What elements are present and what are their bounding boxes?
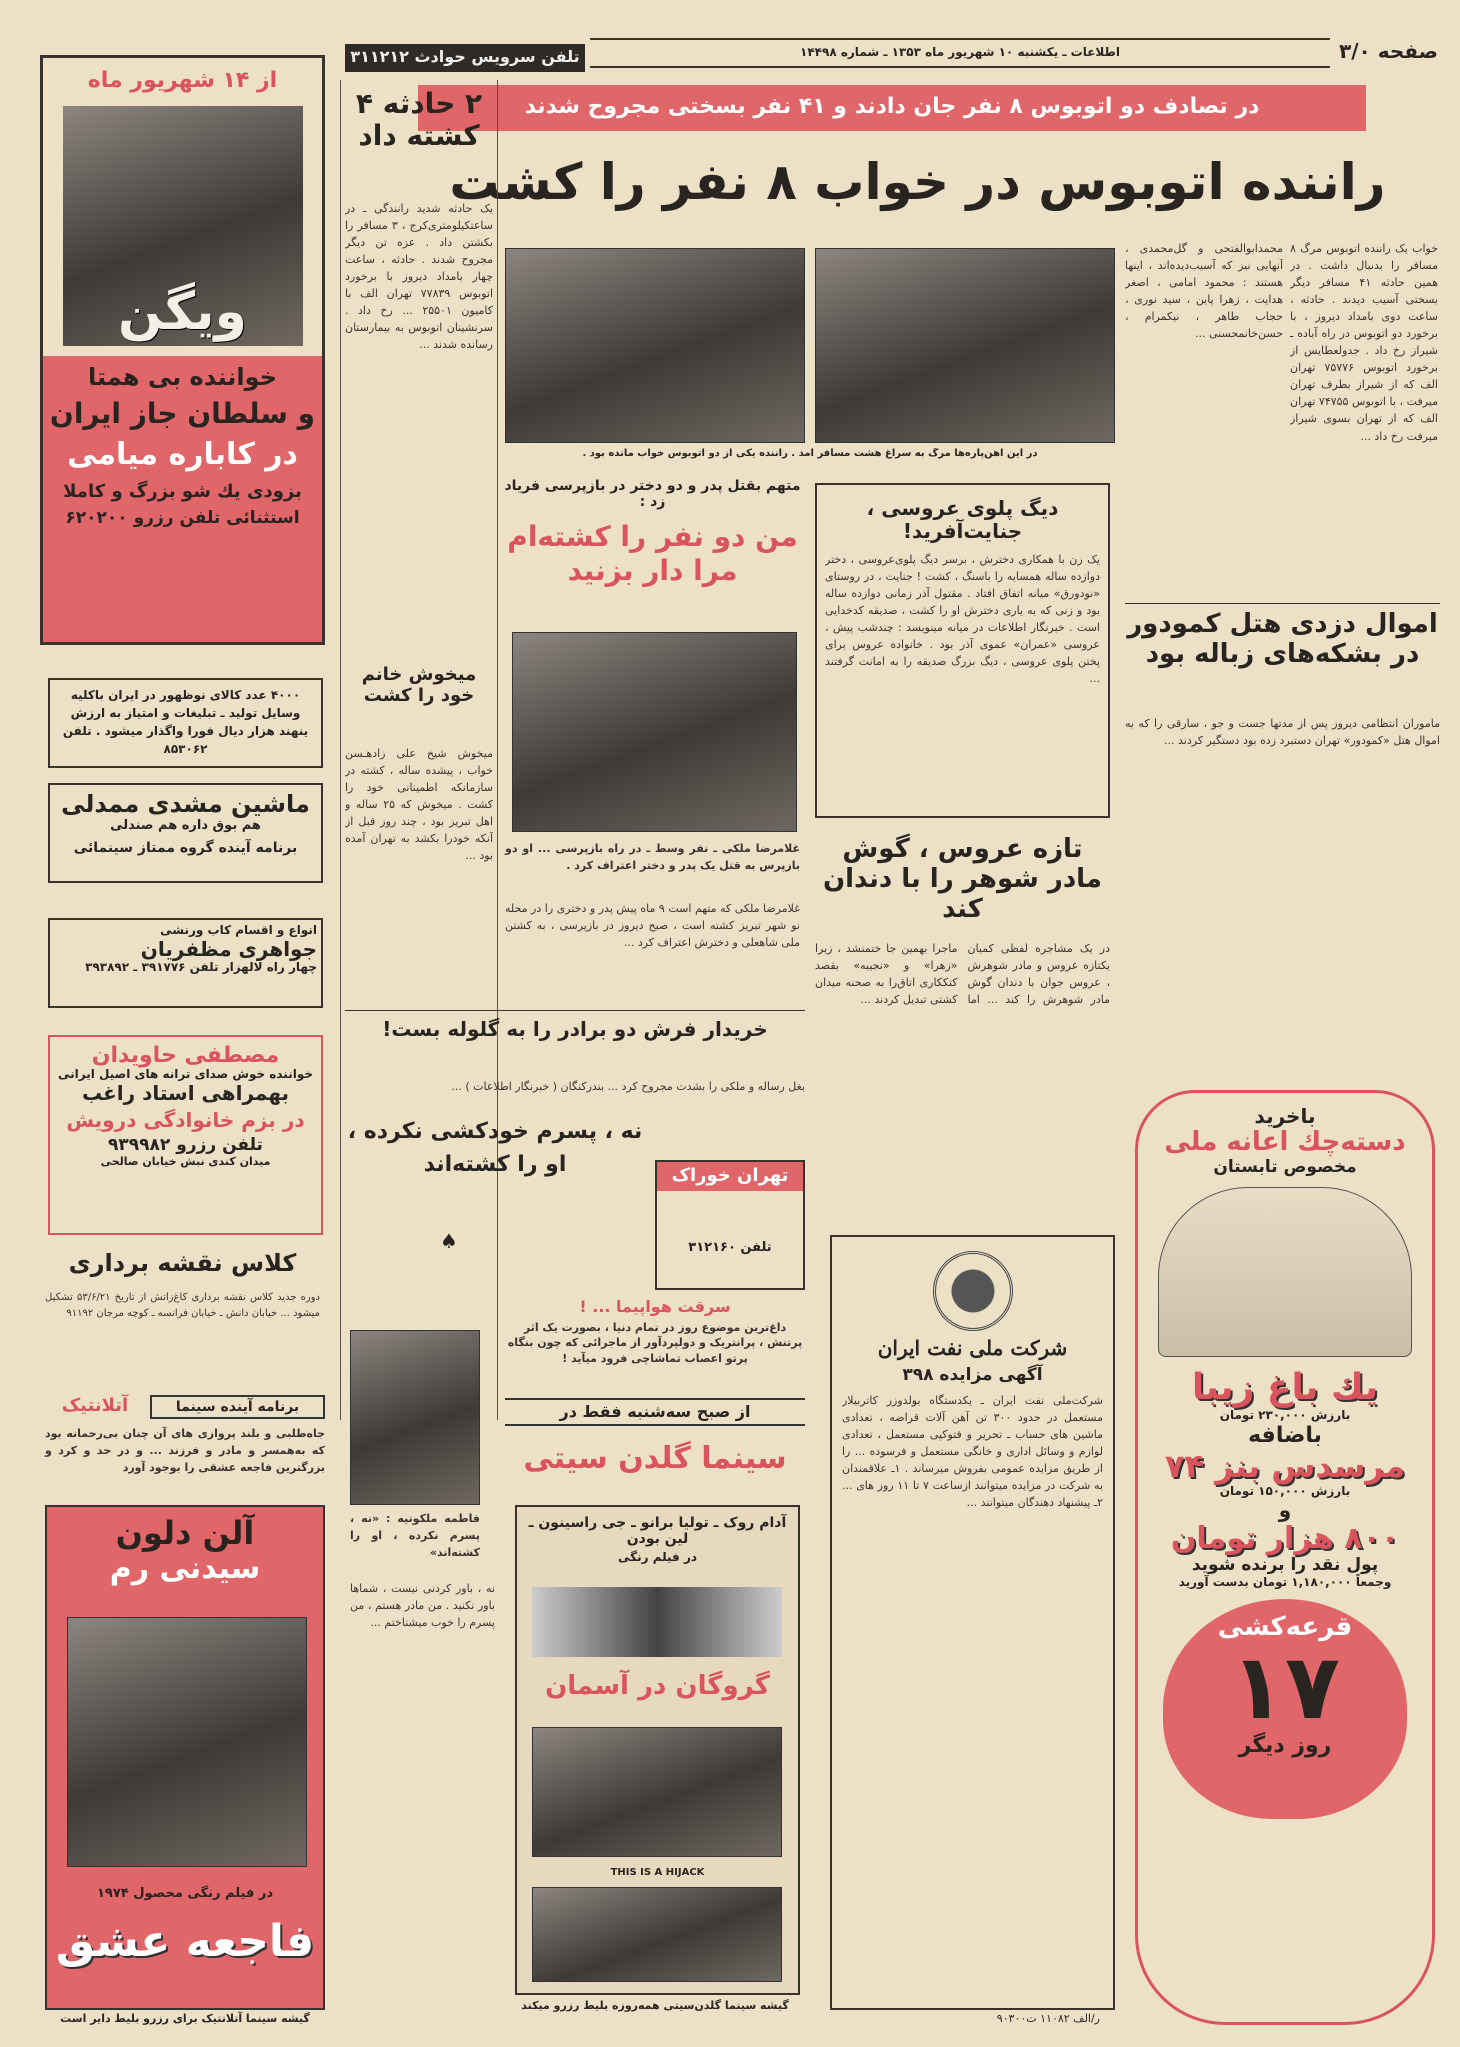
draw-days-label: روز دیگر	[1238, 1733, 1332, 1759]
dateline: اطلاعات ـ یکشنبه ۱۰ شهریور ماه ۱۳۵۳ ـ شماره ۱۴۴۹۸	[800, 45, 1120, 59]
hijack-schedule: از صبح سه‌شنبه فقط در	[505, 1398, 805, 1426]
hijack-movie-ad	[515, 1505, 800, 1995]
ad-4000-items: ۴۰۰۰ عدد کالای نوظهور در ایران باکلیه وسایل تولید ـ تبلیغات و امتیاز به ارزش ینهند هزار دیال فورا واگذار میشود . تلفن ۸۵۳۰۶۲	[48, 678, 323, 768]
lead-victims: محمدابوالفتحی و گل‌محمدی ، آنهایی نیز که آسیب‌دیده‌اند ، اینها هستند : محمود امامی ، اصغر هدایت ، زهرا پاین ، سید نوری ، حجاب طاهر ، نیکمرام ، حسن‌خانمحسنی ...	[1125, 242, 1283, 341]
javidan-ad	[48, 1035, 323, 1235]
mamdali-title: ماشین مشدی ممدلی	[61, 790, 310, 818]
lead-headline: راننده اتوبوس در خواب ۸ نفر را کشت	[449, 153, 1386, 211]
two-accidents-body: یک حادثه شدید رانندگی ـ در ساعتکیلومتری‌کرج ، ۳ مسافر را بکشتن داد . عزه تن دیگر مجروح شدند . حادثه ، ساعت چهار بامداد دیروز با برخورد اتوبوس ۷۷۸۳۹ تهران الف با کامیون ۲۵۵۰۱ ... رخ داد . سرنشینان اتوبوس به بیمارستان رسانده شدند ...	[345, 202, 493, 352]
javidan-line3: در بزم خانوادگی درویش	[66, 1108, 305, 1133]
pot-story-box	[815, 483, 1110, 818]
viggen-line5: استثنائی تلفن رزرو ۶۲۰۲۰۰	[65, 507, 300, 528]
food-ad-phone: تلفن ۳۱۲۱۶۰	[688, 1239, 772, 1255]
lead-body: خواب یک راننده اتوبوس مرگ ۸ مسافر را بدنبال داشت . در همین حادثه ۴۱ مسافر دیگر بسختی آسیب دیدند . حادثه ، ساعت دوی بامداد دیروز ، با برخورد دو اتوبوس در راه آباده ـ شیراز رخ داد . جدولعطایس از برخورد اتوبوس ۷۵۷۷۶ تهران الف که از شیراز بطرف تهران میرفت ، با اتوبوس ۷۴۷۵۵ تهران الف که از تهران بسوی شیراز میرفت رخ داد ...	[1290, 242, 1438, 443]
oil-ad-footer: ر/الف ۱۱۰۸۲ ت۹۰۳۰۰	[996, 2012, 1100, 2025]
draw-countdown	[1163, 1599, 1407, 1819]
oil-auction-title: آگهی مزایده ۳۹۸	[902, 1365, 1043, 1385]
mamdali-line2: برنامه آینده گروه ممتاز سینمائی	[73, 839, 298, 856]
divider	[590, 66, 1330, 68]
viggen-date: از ۱۴ شهریور ماه	[87, 68, 278, 93]
lottery-cash-line: پول نقد را برنده شوید	[1191, 1555, 1379, 1576]
hijack-title: سرقت هواپیما ... !	[579, 1297, 731, 1316]
bus-wreck-photo	[505, 248, 805, 443]
oil-company-ad	[830, 1235, 1115, 2010]
viggen-name: ویگن	[118, 282, 247, 342]
bride-title: تازه عروس ، گوش مادر شوهر را با دندان کند	[822, 834, 1103, 924]
page-number: صفحه ۳/۰	[1339, 39, 1438, 63]
viggen-line2: و سلطان جاز ایران	[49, 396, 316, 430]
accident-service-phone: تلفن سرویس حوادث ۳۱۱۲۱۲	[345, 44, 585, 72]
viggen-line3: در کاباره میامی	[67, 436, 298, 472]
divider	[590, 38, 1330, 40]
oil-company-name: شرکت ملی نفت ایران	[877, 1336, 1068, 1360]
mother-photo	[350, 1330, 480, 1505]
draw-days: ۱۷	[1230, 1635, 1340, 1741]
prize-garden-value: بارزش ۲۳۰,۰۰۰ تومان	[1219, 1407, 1351, 1422]
viggen-line1: خواننده بی همتا	[88, 363, 277, 391]
accused-body: غلامرضا ملکی که متهم است ۹ ماه پیش پدر و دختری را در محله نو شهر تبریز کشته است ، صبح دیروز در بازپرسی ، به کشتن ملی شاهعلی و دخترش اعتراف کرد ...	[505, 902, 800, 950]
spade-ornament-icon: ♠	[440, 1229, 458, 1253]
suicide-caption: فاطمه ملکوتیه : «نه ، پسرم نکرده ، او را کشته‌اند»	[350, 1512, 480, 1560]
two-accidents-title: ۲ حادثه ۴ کشته داد	[355, 87, 483, 153]
lead-kicker: در تصادف دو اتوبوس ۸ نفر جان دادند و ۴۱ نفر بسختی مجروح شدند	[418, 85, 1366, 131]
jeweler-title: جواهری مظفریان	[140, 936, 317, 961]
pot-body: یک زن با همکاری دخترش ، برسر دیگ پلوی‌عروسی ، دختر دوازده ساله همسایه را باسنگ ، کشت ! جنایت ، در روستای «نودورق» میانه اتفاق افتاد . مقتول آذر زمانی دوازده ساله بود و زنی که به یاری دخترش او را کشت ، صدیقه کدخدایی است . خبرنگار اطلاعات در میانه مینویسد : چندشب پیش ، عروسی «عمران» عموی آذر بود . خانواده عروس برای پختن پلوی عروسی ، دیگ بزرگ صدیقه را به امانت گرفتند ...	[825, 553, 1100, 686]
lottery-line1: باخرید	[1254, 1104, 1316, 1128]
javidan-line1: خواننده خوش صدای ترانه های اصیل ایرانی	[58, 1067, 313, 1082]
film-still-photo	[67, 1617, 307, 1867]
movie-english-title: THIS IS A HIJACK	[610, 1867, 705, 1878]
prize-mercedes-value: بارزش ۱۵۰,۰۰۰ تومان	[1219, 1483, 1351, 1498]
movie-title: گروگان در آسمان	[545, 1671, 770, 1701]
suicide-body: نه ، باور کردنی نیست ، شماها باور نکنید . من مادر هستم ، من پسرم را خوب میشناختم ...	[350, 1582, 495, 1630]
movie-stills	[532, 1727, 782, 1857]
stolen-goods-title: اموال دزدی هتل کمودور در بشکه‌های زباله بود	[1127, 609, 1438, 669]
prize-mercedes: مرسدس بنز ۷۴	[1164, 1446, 1406, 1485]
lottery-total: وجمعاً ۱,۱۸۰,۰۰۰ تومان بدست آورید	[1178, 1574, 1392, 1589]
suicide-title: نه ، پسرم خودکشی نکرده ، او را کشته‌اند	[347, 1119, 643, 1177]
lottery-plus: باضافه	[1248, 1422, 1322, 1448]
photo-caption: در این آهن‌پاره‌ها مرگ به سراغ هشت مسافر آمد . راننده یکی از دو اتوبوس خواب مانده بود .	[582, 448, 1038, 459]
mikhosh-title: میخوش خانم خود را کشت	[361, 664, 477, 706]
lottery-and: و	[1278, 1497, 1292, 1522]
viggen-ad-panel	[43, 356, 322, 642]
actor1: آلن دلون	[115, 1514, 255, 1552]
lottery-line2: دسته‌چك اعانه ملی	[1164, 1127, 1406, 1157]
film-tag: در فیلم رنگی محصول ۱۹۷۴	[96, 1886, 274, 1901]
survey-class-body: دوره جدید کلاس نقشه برداری کاغ‌زاتش از تاریخ ۵۳/۶/۲۱ تشکیل میشود ... خیابان دانش ـ خیابان فرانسه ـ کوچه مرجان ۹۱۱۹۲	[45, 1292, 320, 1319]
accused-headline: من دو نفر را کشته‌ام مرا دار بزنید	[507, 520, 798, 588]
tehran-food-ad	[655, 1160, 805, 1290]
nioc-logo-icon	[933, 1251, 1013, 1331]
divider	[1125, 603, 1440, 604]
viggen-line4: بزودی یك شو بزرگ و کاملا	[63, 481, 302, 503]
hijack-body: داغ‌ترین موضوع روز در تمام دنیا ، بصورت یک اثر پرتنش ، پرانتریک و دولپردآور از ماجرائی که چون بنگاه پرتو اعصاب تماشاچی فرود میآید !	[507, 1321, 803, 1365]
atlantic-footer: گیشه سینما آتلانتیک برای رزرو بلیط دایر است	[60, 2012, 310, 2025]
accused-photo	[512, 632, 797, 832]
accused-caption: غلامرضا ملکی ـ نفر وسط ـ در راه بازپرسی ... او دو بازپرس به قتل یک پدر و دختر اعتراف کرد .	[505, 842, 800, 873]
pot-title: دیگ پلوی عروسی ، جنایت‌آفرید!	[866, 496, 1059, 543]
oil-auction-body: شرکت‌ملی نفت ایران ـ یکدستگاه بولدوزر کاتربیلار مستعمل در حدود ۳۰۰ تن آهن آلات قراضه ، تعدادی ماشین های حساب ـ تحریر و فتوکپی مستعمل ، تعدادی لوازم و وسائل اداری و خانگی مستعمل و فرسوده ... را از طریق مزایده عمومی بفروش میرساند . ۱ـ علاقمندان به شرکت در مزایده میتوانند ازساعت ۷ تا ۱۱ روز های ... ۲ـ پیشنهاد دهندگان میتوانند ...	[842, 1393, 1103, 1509]
movie-stills	[532, 1887, 782, 1982]
viggen-ad	[40, 55, 325, 645]
jeweler-line1: انواع و اقسام کاب ورنشی	[160, 923, 317, 937]
airplane-illustration	[532, 1587, 782, 1657]
mamdali-ad	[48, 783, 323, 883]
javidan-phone: تلفن رزرو ۹۳۹۹۸۲	[108, 1135, 263, 1156]
movie-subtitle: در فیلم رنگی	[617, 1550, 698, 1565]
prize-cash: ۸۰۰ هزار تومان	[1170, 1520, 1400, 1556]
carpet-body: بغل رساله و ملکی را بشدت مجروح کرد ... بندرکنگان ( خبرنگار اطلاعات ) ...	[451, 1080, 805, 1093]
love-tragedy-ad	[45, 1505, 325, 2010]
jeweler-ad	[48, 918, 323, 1008]
food-ad-title: تهران خوراک	[657, 1162, 803, 1191]
javidan-address: میدان کندی نبش خیابان صالحی	[100, 1154, 271, 1168]
stolen-goods-body: ماموران انتظامی دیروز پس از مدتها جست و جو ، سارقی را که به اموال هتل «کمودور» تهران دستبرد زده بود دستگیر کردند ...	[1125, 717, 1440, 748]
atlantic-body: جاه‌طلبی و بلند پروازی های آن چنان بی‌رحمانه بود که به‌همسر و مادر و فرزند ... و در حد و کرد و بزرگترین فاجعه عشقی را بوجود آورد	[45, 1427, 325, 1475]
javidan-line2: بهمراهی استاد راغب	[81, 1081, 290, 1106]
lottery-ad	[1135, 1090, 1435, 2025]
mamdali-line1: هم بوق داره هم صندلی	[110, 817, 261, 833]
film-title: فاجعه عشق	[55, 1916, 315, 1967]
carpet-title: خریدار فرش دو برادر را به گلوله بست!	[382, 1017, 768, 1041]
divider	[345, 1010, 805, 1011]
prize-garden: یك باغ زیبا	[1191, 1367, 1379, 1409]
javidan-title: مصطفی حاویدان	[91, 1043, 280, 1068]
bus-wreck-photo	[815, 248, 1115, 443]
mikhosh-body: میخوش شیخ علی زادهـسن خواب ، پیشده ساله ، کشته در سازمانکه اطمینانی خود را کشت . میخوش که ۲۵ ساله و اهل تبریز بود ، چند روز قبل از آنکه خودرا بکشد به تهران آمده بود ...	[345, 747, 493, 863]
jeweler-address: چهار راه لالهزار تلفن ۳۹۱۷۷۶ ـ ۳۹۳۸۹۲	[85, 959, 317, 974]
bride-body: در یک مشاجره لفظی کمیان یکتازه عروس و مادر شوهرش ، عروس جوان با دندان گوش مادر شوهرش را کند ... اما ماجرا بهمین جا ختمنشد ، زیرا «زهرا» و «نجیبه» بقصد کتککاری اتاق‌را به صحنه میدان کشتی تبدیل کردند ...	[815, 942, 1110, 1007]
cinema-name: سینما گلدن سیتی	[523, 1441, 787, 1476]
actor2: سیدنی رم	[109, 1550, 261, 1586]
accused-kicker: متهم بقتل پدر و دو دختر در بازپرسی فریاد زد :	[504, 478, 801, 511]
atlantic-program: برنامه آینده سینما	[150, 1395, 325, 1419]
draw-label: قرعه‌کشی	[1217, 1612, 1353, 1643]
survey-class-title: کلاس نقشه برداری	[68, 1249, 297, 1277]
car-garden-illustration	[1158, 1187, 1412, 1357]
atlantic-cinema: آتلانتیک	[61, 1395, 129, 1416]
cinema-footer: گیشه سینما گلدن‌سیتی همه‌روزه بلیط رزرو میکند	[521, 1999, 789, 2012]
movie-cast: آدام روک ـ تولیا برانو ـ جی راسینون ـ لین بودن	[528, 1515, 787, 1548]
lottery-line3: مخصوص تابستان	[1213, 1156, 1357, 1177]
